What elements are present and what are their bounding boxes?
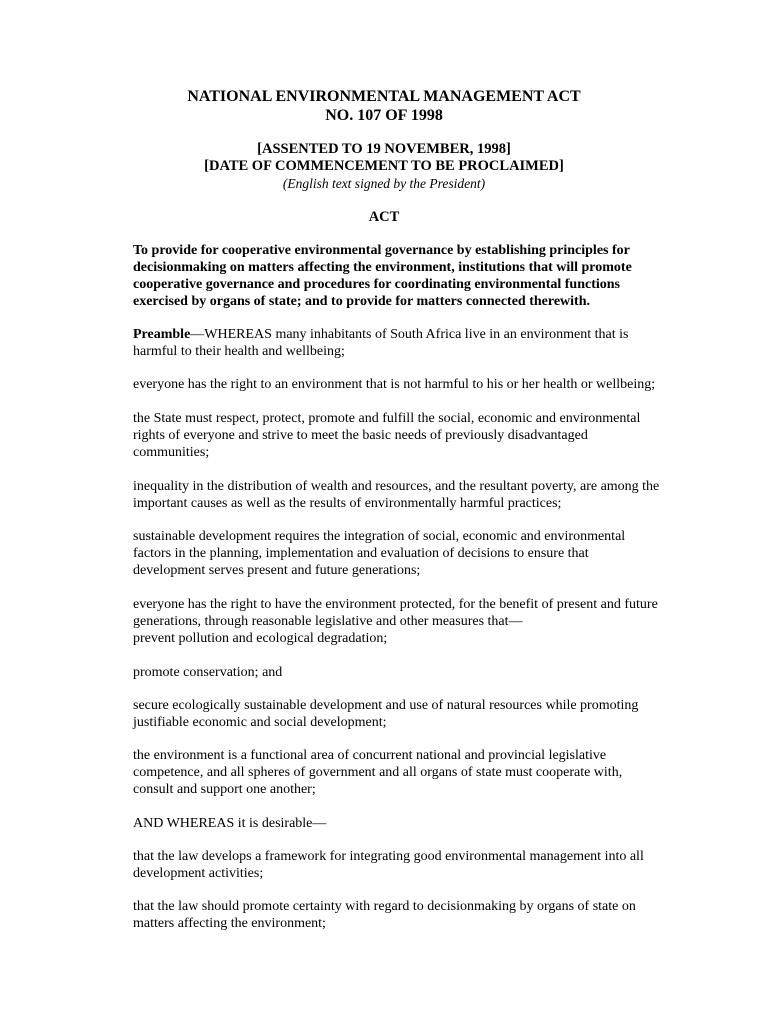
- preamble-label: Preamble: [133, 327, 191, 342]
- preamble-line: rights of everyone and strive to meet the basic needs of previously disadvantaged: [133, 428, 588, 443]
- long-title: [133, 242, 693, 310]
- preamble-line: competence, and all spheres of government and all organs of state must cooperate with,: [133, 765, 623, 780]
- preamble-line: AND WHEREAS it is desirable—: [133, 816, 327, 831]
- preamble-line: communities;: [133, 445, 210, 460]
- preamble-line: everyone has the right to an environment that is not harmful to his or her health or wellbeing;: [133, 377, 656, 392]
- preamble-line: that the law should promote certainty with regard to decisionmaking by organs of state on: [133, 899, 636, 914]
- preamble-paragraph: [133, 478, 693, 512]
- preamble-line: important causes as well as the results of environmentally harmful practices;: [133, 496, 562, 511]
- preamble-line: everyone has the right to have the environment protected, for the benefit of present and future: [133, 597, 658, 612]
- preamble-line: justifiable economic and social development;: [133, 715, 387, 730]
- preamble-line: the State must respect, protect, promote and fulfill the social, economic and environmental: [133, 411, 641, 426]
- signed-note: (English text signed by the President): [282, 176, 486, 191]
- preamble-paragraph: [133, 528, 693, 579]
- act-title-line2: NO. 107 OF 1998: [325, 107, 443, 124]
- preamble-line: secure ecologically sustainable development and use of natural resources while promoting: [133, 698, 639, 713]
- preamble-line: factors in the planning, implementation and evaluation of decisions to ensure that: [133, 546, 589, 561]
- preamble-paragraph: [133, 664, 693, 681]
- preamble-paragraph: [133, 376, 693, 393]
- preamble-paragraph: [133, 697, 693, 731]
- preamble-paragraph: [133, 898, 693, 932]
- long-title-line: To provide for cooperative environmental governance by establishing principles for: [133, 243, 630, 258]
- preamble-line: development activities;: [133, 866, 264, 881]
- preamble-line: matters affecting the environment;: [133, 916, 326, 931]
- preamble-line: generations, through reasonable legislative and other measures that—: [133, 614, 523, 629]
- preamble-line: development serves present and future generations;: [133, 563, 421, 578]
- act-title-line1: NATIONAL ENVIRONMENTAL MANAGEMENT ACT: [187, 88, 581, 105]
- long-title-line: cooperative governance and procedures for coordinating environmental functions: [133, 277, 620, 292]
- preamble-line: consult and support one another;: [133, 782, 316, 797]
- preamble-line: the environment is a functional area of concurrent national and provincial legislative: [133, 748, 607, 763]
- preamble-line: prevent pollution and ecological degradation;: [133, 631, 388, 646]
- long-title-line: exercised by organs of state; and to provide for matters connected therewith.: [133, 294, 591, 309]
- commencement-date: [DATE OF COMMENCEMENT TO BE PROCLAIMED]: [204, 158, 564, 174]
- preamble-line: harmful to their health and wellbeing;: [133, 344, 345, 359]
- preamble-line: promote conservation; and: [133, 665, 283, 680]
- preamble-paragraph: [133, 326, 693, 360]
- long-title-line: decisionmaking on matters affecting the environment, institutions that will promote: [133, 260, 632, 275]
- preamble-line: inequality in the distribution of wealth and resources, and the resultant poverty, are among the: [133, 479, 660, 494]
- preamble-line: Preamble—WHEREAS many inhabitants of South Africa live in an environment that is: [133, 327, 629, 342]
- preamble-paragraph: [133, 596, 693, 647]
- assent-date: [ASSENTED TO 19 NOVEMBER, 1998]: [257, 141, 511, 157]
- preamble-line: sustainable development requires the integration of social, economic and environmental: [133, 529, 626, 544]
- act-heading: ACT: [368, 209, 400, 225]
- preamble-paragraph: [133, 848, 693, 882]
- preamble-paragraph: [133, 410, 693, 461]
- preamble-paragraph: [133, 747, 693, 798]
- preamble-paragraph: [133, 815, 693, 832]
- preamble-line: that the law develops a framework for integrating good environmental management into all: [133, 849, 644, 864]
